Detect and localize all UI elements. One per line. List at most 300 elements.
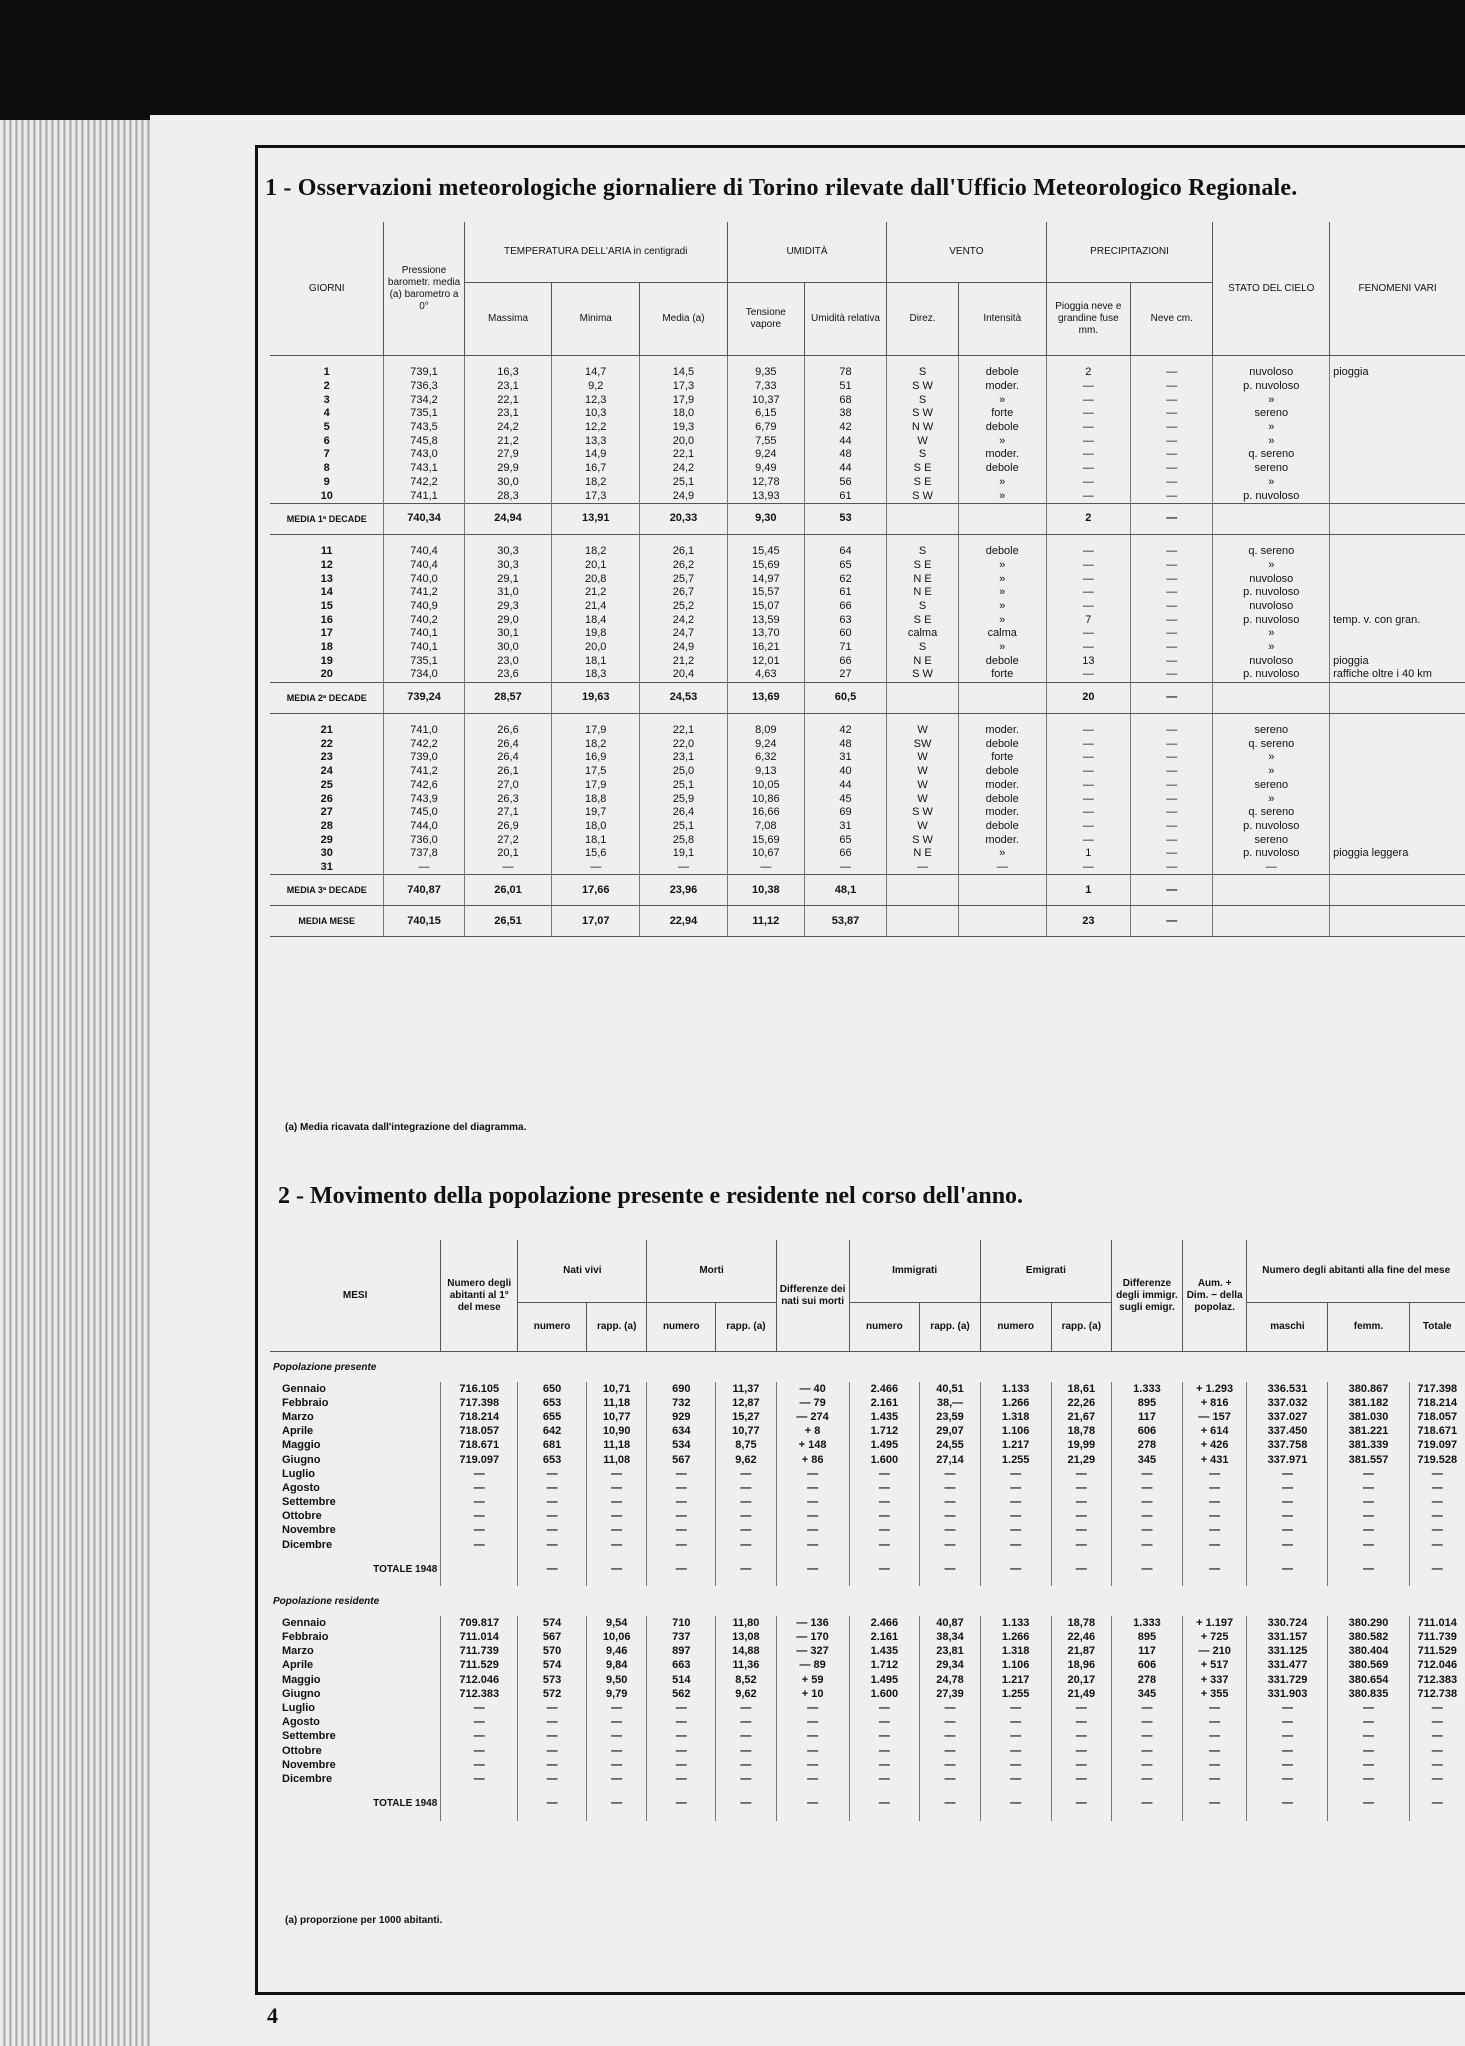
- day-cell: 17,5: [552, 765, 640, 779]
- day-cell: p. nuvoloso: [1213, 847, 1330, 861]
- day-cell: —: [1213, 861, 1330, 875]
- month-cell: —: [920, 1538, 981, 1552]
- day-cell: —: [1131, 627, 1213, 641]
- day-cell: —: [727, 861, 804, 875]
- day-row: [270, 366, 1465, 380]
- month-cell: —: [1051, 1744, 1112, 1758]
- month-name: Agosto: [270, 1716, 441, 1730]
- total-cell: —: [1247, 1552, 1328, 1586]
- day-row: [270, 820, 1465, 834]
- month-cell: —: [1112, 1772, 1183, 1786]
- month-row: [270, 1410, 1465, 1424]
- day-cell: sereno: [1213, 779, 1330, 793]
- day-cell: »: [1213, 421, 1330, 435]
- day-row: [270, 393, 1465, 407]
- decade-average-cell: 13,91: [552, 503, 640, 534]
- spacer-cell: [270, 713, 384, 724]
- month-cell: 24,78: [920, 1673, 981, 1687]
- day-cell: —: [1046, 751, 1131, 765]
- day-cell: 739,1: [384, 366, 464, 380]
- month-cell: —: [1051, 1496, 1112, 1510]
- month-cell: —: [586, 1701, 647, 1715]
- month-name: Giugno: [270, 1453, 441, 1467]
- month-name: Novembre: [270, 1524, 441, 1538]
- decade-average-cell: 740,87: [384, 875, 464, 906]
- spacer-cell: [804, 713, 886, 724]
- month-cell: 380.867: [1328, 1382, 1409, 1396]
- month-cell: —: [1431, 1496, 1443, 1509]
- day-cell: —: [1046, 641, 1131, 655]
- month-cell: 712.383: [441, 1687, 518, 1701]
- day-cell: 740,4: [384, 559, 464, 573]
- month-cell: 709.817: [441, 1616, 518, 1630]
- day-cell: 743,1: [384, 462, 464, 476]
- month-cell: —: [1328, 1772, 1409, 1786]
- day-cell: 23,1: [464, 407, 552, 421]
- day-cell: »: [1213, 627, 1330, 641]
- day-cell: raffiche oltre i 40 km: [1333, 668, 1432, 681]
- day-cell: p. nuvoloso: [1213, 380, 1330, 394]
- day-cell: 31: [804, 820, 886, 834]
- month-cell: 567: [647, 1453, 716, 1467]
- month-cell: 514: [647, 1673, 716, 1687]
- day-cell: debole: [958, 654, 1046, 668]
- day-cell: 16,21: [727, 641, 804, 655]
- table1-title: 1 - Osservazioni meteorologiche giornaliere di Torino rilevate dall'Ufficio Meteorologico Regionale.: [265, 175, 1298, 201]
- month-cell: —: [849, 1510, 920, 1524]
- day-cell: 65: [804, 559, 886, 573]
- day-cell: 15,6: [552, 847, 640, 861]
- day-cell: 9,2: [552, 380, 640, 394]
- day-cell: 9,49: [727, 462, 804, 476]
- day-cell: 10: [270, 489, 384, 503]
- day-cell: 19,7: [552, 806, 640, 820]
- day-cell: 17,3: [640, 380, 728, 394]
- day-cell: 26: [270, 792, 384, 806]
- month-cell: —: [1328, 1524, 1409, 1538]
- month-cell: 1.217: [980, 1439, 1051, 1453]
- month-cell: 380.582: [1328, 1630, 1409, 1644]
- day-cell: moder.: [958, 806, 1046, 820]
- day-cell: —: [1131, 448, 1213, 462]
- day-cell: S W: [887, 806, 959, 820]
- month-cell: —: [920, 1481, 981, 1495]
- day-cell: [1330, 833, 1465, 847]
- day-cell: 6,79: [727, 421, 804, 435]
- month-cell: 10,90: [586, 1425, 647, 1439]
- month-cell: —: [586, 1538, 647, 1552]
- month-cell: —: [647, 1481, 716, 1495]
- spacer-cell: [384, 713, 464, 724]
- month-name: Maggio: [270, 1673, 441, 1687]
- day-cell: 19,1: [640, 847, 728, 861]
- month-cell: 897: [647, 1645, 716, 1659]
- col-precipitazioni: PRECIPITAZIONI: [1046, 222, 1213, 283]
- day-row: [270, 600, 1465, 614]
- month-cell: 606: [1112, 1659, 1183, 1673]
- col-differenze: Differenze dei nati sui morti: [776, 1240, 849, 1352]
- spacer-cell: [384, 356, 464, 367]
- month-cell: 1.266: [980, 1630, 1051, 1644]
- month-cell: —: [716, 1730, 777, 1744]
- day-cell: SW: [887, 737, 959, 751]
- day-cell: 44: [804, 779, 886, 793]
- month-cell: 381.557: [1328, 1453, 1409, 1467]
- day-cell: 6: [270, 434, 384, 448]
- day-cell: [1330, 448, 1465, 462]
- month-cell: —: [647, 1772, 716, 1786]
- day-cell: 25,2: [640, 600, 728, 614]
- day-cell: 740,1: [384, 627, 464, 641]
- day-cell: 20,1: [552, 559, 640, 573]
- day-cell: —: [887, 861, 959, 875]
- day-cell: 740,2: [384, 613, 464, 627]
- day-cell: 741,1: [384, 489, 464, 503]
- col-emi-rapp: rapp. (a): [1051, 1303, 1112, 1352]
- total-cell: —: [518, 1787, 587, 1821]
- month-cell: —: [1112, 1467, 1183, 1481]
- col-abitanti-inizio: Numero degli abitanti al 1° del mese: [441, 1240, 518, 1352]
- day-cell: moder.: [958, 833, 1046, 847]
- month-cell: 1.435: [849, 1410, 920, 1424]
- decade-average-cell: 20: [1046, 682, 1131, 713]
- month-cell: 23,59: [920, 1410, 981, 1424]
- day-cell: [1330, 545, 1465, 559]
- day-cell: [1330, 792, 1465, 806]
- day-cell: temp. v. con gran.: [1333, 613, 1421, 626]
- col-stato: STATO DEL CIELO: [1213, 222, 1330, 356]
- day-row: [270, 737, 1465, 751]
- month-cell: 18,78: [1051, 1425, 1112, 1439]
- day-cell: [1330, 861, 1465, 875]
- day-cell: 26,2: [640, 559, 728, 573]
- total-cell: —: [586, 1552, 647, 1586]
- col-giorni: GIORNI: [270, 222, 384, 356]
- day-cell: debole: [958, 792, 1046, 806]
- day-cell: 29,0: [464, 613, 552, 627]
- total-cell: —: [1182, 1787, 1247, 1821]
- month-cell: 330.724: [1247, 1616, 1328, 1630]
- day-cell: 31: [270, 861, 384, 875]
- month-cell: 718.214: [441, 1410, 518, 1424]
- day-cell: —: [1046, 462, 1131, 476]
- day-cell: 743,0: [384, 448, 464, 462]
- month-cell: 9,54: [586, 1616, 647, 1630]
- month-cell: —: [1431, 1481, 1443, 1494]
- total-cell: —: [1328, 1552, 1409, 1586]
- day-cell: 9,13: [727, 765, 804, 779]
- month-cell: —: [920, 1772, 981, 1786]
- day-cell: [1330, 751, 1465, 765]
- month-cell: —: [716, 1524, 777, 1538]
- day-cell: p. nuvoloso: [1213, 586, 1330, 600]
- total-cell: —: [1051, 1787, 1112, 1821]
- day-cell: N E: [887, 654, 959, 668]
- month-cell: 711.014: [1417, 1616, 1457, 1629]
- day-cell: »: [958, 600, 1046, 614]
- col-morti-numero: numero: [647, 1303, 716, 1352]
- month-row: [270, 1659, 1465, 1673]
- day-cell: [1330, 407, 1465, 421]
- day-cell: 13,93: [727, 489, 804, 503]
- day-cell: 64: [804, 545, 886, 559]
- meteo-table-body: [270, 356, 1465, 937]
- day-cell: »: [958, 434, 1046, 448]
- day-cell: —: [1131, 434, 1213, 448]
- day-row: [270, 751, 1465, 765]
- day-cell: 18: [270, 641, 384, 655]
- day-cell: debole: [958, 765, 1046, 779]
- month-cell: 717.398: [1417, 1382, 1458, 1395]
- month-cell: 716.105: [441, 1382, 518, 1396]
- month-cell: 711.529: [1417, 1645, 1457, 1658]
- day-cell: 6,15: [727, 407, 804, 421]
- day-cell: calma: [958, 627, 1046, 641]
- month-cell: 8,75: [716, 1439, 777, 1453]
- month-name: Gennaio: [270, 1616, 441, 1630]
- decade-average-cell: 53: [804, 503, 886, 534]
- day-cell: 48: [804, 737, 886, 751]
- day-cell: 18,1: [552, 833, 640, 847]
- day-cell: —: [1131, 833, 1213, 847]
- day-cell: 26,4: [640, 806, 728, 820]
- day-cell: —: [640, 861, 728, 875]
- day-cell: 40: [804, 765, 886, 779]
- month-row: [270, 1744, 1465, 1758]
- day-cell: S W: [887, 407, 959, 421]
- day-cell: forte: [958, 407, 1046, 421]
- month-cell: —: [716, 1716, 777, 1730]
- day-cell: W: [887, 765, 959, 779]
- month-cell: —: [1247, 1701, 1328, 1715]
- month-cell: 11,36: [716, 1659, 777, 1673]
- month-average-cell: 22,94: [640, 906, 728, 937]
- month-cell: —: [1182, 1730, 1247, 1744]
- month-average-cell: [887, 906, 959, 937]
- total-cell: —: [647, 1787, 716, 1821]
- month-cell: 15,27: [716, 1410, 777, 1424]
- day-cell: 743,5: [384, 421, 464, 435]
- day-cell: 22,1: [464, 393, 552, 407]
- month-cell: —: [776, 1481, 849, 1495]
- month-cell: —: [647, 1730, 716, 1744]
- day-cell: N E: [887, 586, 959, 600]
- col-morti: Morti: [647, 1240, 776, 1303]
- month-cell: —: [1112, 1716, 1183, 1730]
- col-tensione: Tensione vapore: [727, 283, 804, 356]
- day-cell: —: [1046, 393, 1131, 407]
- day-cell: —: [1046, 779, 1131, 793]
- month-cell: —: [518, 1538, 587, 1552]
- day-cell: »: [958, 489, 1046, 503]
- day-cell: W: [887, 751, 959, 765]
- decade-average-cell: [1330, 503, 1465, 534]
- month-row: [270, 1382, 1465, 1396]
- month-cell: —: [920, 1716, 981, 1730]
- decade-average-cell: —: [1131, 503, 1213, 534]
- month-cell: —: [776, 1716, 849, 1730]
- month-cell: 381.030: [1328, 1410, 1409, 1424]
- day-cell: 56: [804, 476, 886, 490]
- month-cell: —: [849, 1730, 920, 1744]
- day-cell: moder.: [958, 448, 1046, 462]
- month-row: [270, 1701, 1465, 1715]
- day-cell: 7,08: [727, 820, 804, 834]
- col-direz: Direz.: [887, 283, 959, 356]
- month-average-row: [270, 906, 1465, 937]
- month-cell: —: [518, 1758, 587, 1772]
- day-cell: »: [958, 613, 1046, 627]
- day-cell: 742,2: [384, 737, 464, 751]
- month-cell: 18,96: [1051, 1659, 1112, 1673]
- day-cell: 14,9: [552, 448, 640, 462]
- day-cell: S W: [887, 489, 959, 503]
- col-pressione: Pressione barometr. media (a) barometro a 0°: [384, 222, 464, 356]
- month-cell: —: [920, 1467, 981, 1481]
- month-cell: 29,07: [920, 1425, 981, 1439]
- spacer-cell: [552, 534, 640, 545]
- month-cell: —: [441, 1772, 518, 1786]
- month-cell: —: [776, 1524, 849, 1538]
- month-cell: 2.161: [849, 1396, 920, 1410]
- day-cell: debole: [958, 462, 1046, 476]
- month-row: [270, 1730, 1465, 1744]
- day-cell: [1330, 600, 1465, 614]
- day-cell: 16,66: [727, 806, 804, 820]
- month-cell: 653: [518, 1453, 587, 1467]
- month-cell: —: [518, 1481, 587, 1495]
- day-cell: 42: [804, 421, 886, 435]
- month-cell: 38,—: [920, 1396, 981, 1410]
- day-cell: 10,3: [552, 407, 640, 421]
- month-cell: 1.255: [980, 1687, 1051, 1701]
- month-cell: 331.729: [1247, 1673, 1328, 1687]
- col-morti-rapp: rapp. (a): [716, 1303, 777, 1352]
- month-cell: 14,88: [716, 1645, 777, 1659]
- total-cell: —: [776, 1787, 849, 1821]
- total-cell: —: [1051, 1552, 1112, 1586]
- day-cell: 25,1: [640, 820, 728, 834]
- section-row: [270, 1352, 1465, 1383]
- day-cell: 20,8: [552, 572, 640, 586]
- day-cell: —: [1131, 820, 1213, 834]
- day-cell: —: [1046, 448, 1131, 462]
- day-cell: 21,4: [552, 600, 640, 614]
- day-cell: S E: [887, 559, 959, 573]
- day-cell: »: [958, 847, 1046, 861]
- day-row: [270, 847, 1465, 861]
- month-name: Dicembre: [270, 1538, 441, 1552]
- month-cell: 1.266: [980, 1396, 1051, 1410]
- day-cell: 742,2: [384, 476, 464, 490]
- day-cell: 739,0: [384, 751, 464, 765]
- month-cell: —: [1112, 1744, 1183, 1758]
- day-cell: 26,1: [640, 545, 728, 559]
- month-cell: 9,79: [586, 1687, 647, 1701]
- day-cell: [1330, 765, 1465, 779]
- decade-average-cell: 24,94: [464, 503, 552, 534]
- day-row: [270, 668, 1465, 682]
- month-cell: —: [518, 1701, 587, 1715]
- month-cell: 11,18: [586, 1396, 647, 1410]
- day-cell: 20,0: [640, 434, 728, 448]
- day-row: [270, 724, 1465, 738]
- month-cell: —: [1051, 1538, 1112, 1552]
- day-cell: »: [958, 572, 1046, 586]
- month-cell: 711.529: [441, 1659, 518, 1673]
- month-cell: —: [1051, 1758, 1112, 1772]
- total-label: TOTALE 1948: [270, 1552, 441, 1586]
- day-cell: 8: [270, 462, 384, 476]
- day-cell: 737,8: [384, 847, 464, 861]
- decade-average-label: MEDIA 3ª DECADE: [270, 875, 384, 906]
- spacer-cell: [1213, 356, 1330, 367]
- month-cell: —: [849, 1524, 920, 1538]
- spacer-cell: [270, 356, 384, 367]
- month-cell: — 274: [776, 1410, 849, 1424]
- day-cell: moder.: [958, 779, 1046, 793]
- day-cell: [1330, 641, 1465, 655]
- day-cell: 18,2: [552, 476, 640, 490]
- month-cell: —: [1431, 1716, 1443, 1729]
- col-emi-numero: numero: [980, 1303, 1051, 1352]
- day-row: [270, 586, 1465, 600]
- day-cell: »: [1213, 476, 1330, 490]
- month-name: Marzo: [270, 1410, 441, 1424]
- month-cell: 1.495: [849, 1439, 920, 1453]
- day-cell: 7,33: [727, 380, 804, 394]
- day-cell: 25,1: [640, 476, 728, 490]
- total-cell: —: [1431, 1562, 1443, 1575]
- month-cell: + 148: [776, 1439, 849, 1453]
- col-intensita: Intensità: [958, 283, 1046, 356]
- month-cell: —: [1247, 1772, 1328, 1786]
- month-cell: + 337: [1182, 1673, 1247, 1687]
- section-row: [270, 1586, 1465, 1616]
- month-cell: 40,51: [920, 1382, 981, 1396]
- month-cell: —: [586, 1510, 647, 1524]
- month-cell: —: [920, 1744, 981, 1758]
- population-table: [270, 1240, 1465, 1821]
- day-cell: 27,0: [464, 779, 552, 793]
- month-cell: — 157: [1182, 1410, 1247, 1424]
- day-cell: —: [1131, 724, 1213, 738]
- day-cell: »: [958, 476, 1046, 490]
- month-cell: —: [716, 1481, 777, 1495]
- total-cell: —: [920, 1787, 981, 1821]
- decade-average-cell: 1: [1046, 875, 1131, 906]
- day-row: [270, 434, 1465, 448]
- day-cell: 15,57: [727, 586, 804, 600]
- spacer-cell: [727, 713, 804, 724]
- day-cell: —: [384, 861, 464, 875]
- month-cell: 381.339: [1328, 1439, 1409, 1453]
- month-average-cell: 740,15: [384, 906, 464, 937]
- month-cell: —: [1431, 1730, 1443, 1743]
- month-cell: + 355: [1182, 1687, 1247, 1701]
- month-cell: 20,17: [1051, 1673, 1112, 1687]
- day-cell: 19,8: [552, 627, 640, 641]
- month-cell: —: [980, 1524, 1051, 1538]
- day-row: [270, 559, 1465, 573]
- day-cell: —: [1131, 765, 1213, 779]
- month-cell: —: [1247, 1467, 1328, 1481]
- month-cell: —: [1051, 1730, 1112, 1744]
- day-cell: 17,9: [640, 393, 728, 407]
- spacer-cell: [958, 713, 1046, 724]
- month-average-cell: 17,07: [552, 906, 640, 937]
- day-cell: 66: [804, 600, 886, 614]
